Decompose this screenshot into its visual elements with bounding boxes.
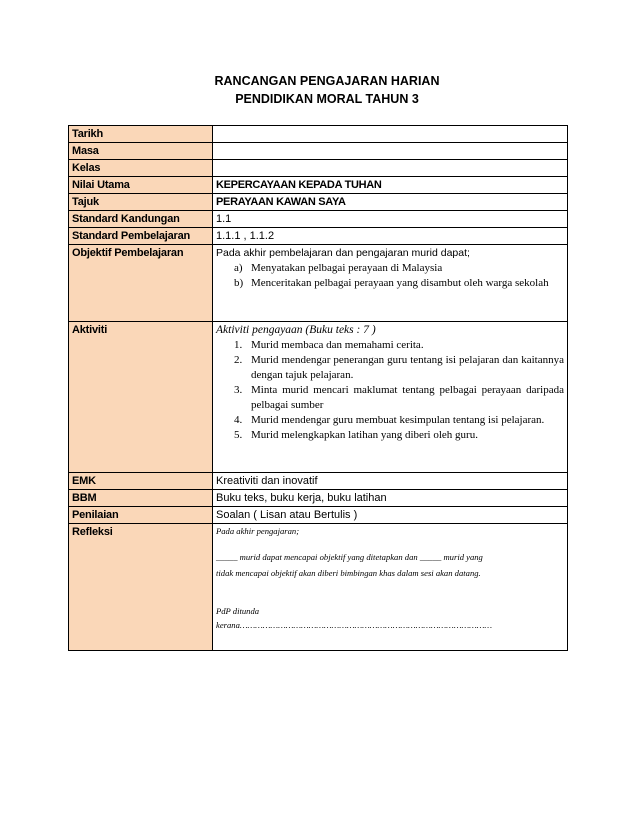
list-item: a) Menyatakan pelbagai perayaan di Malaysia [234, 262, 443, 274]
aktiviti-intro: Aktiviti pengayaan (Buku teks : 7 ) [216, 324, 376, 336]
label-emk: EMK [69, 473, 213, 490]
row-objektif [69, 245, 568, 322]
value-objektif [213, 245, 568, 322]
value-tajuk: PERAYAAN KAWAN SAYA [213, 194, 568, 211]
value-standard-kandungan: 1.1 [213, 211, 568, 228]
label-kelas: Kelas [69, 160, 213, 177]
value-standard-pembelajaran: 1.1.1 , 1.1.2 [213, 228, 568, 245]
label-masa: Masa [69, 143, 213, 160]
label-standard-pembelajaran: Standard Pembelajaran [69, 228, 213, 245]
value-aktiviti [213, 322, 568, 473]
page-title: RANCANGAN PENGAJARAN HARIAN [214, 74, 440, 88]
value-masa[interactable] [213, 143, 568, 160]
label-objektif: Objektif Pembelajaran [69, 245, 213, 322]
value-refleksi[interactable] [213, 524, 568, 651]
row-nilai-utama [69, 177, 568, 194]
refleksi-line: kerana……………………………………………………………………………………… [216, 620, 493, 630]
list-item: b) Menceritakan pelbagai perayaan yang disambut oleh warga sekolah [234, 277, 549, 289]
row-kelas [69, 160, 568, 177]
list-item: 4. Murid mendengar guru membuat kesimpulan tentang isi pelajaran. [234, 414, 545, 426]
refleksi-line: Pada akhir pengajaran; [216, 526, 300, 536]
row-emk [69, 473, 568, 490]
value-kelas[interactable] [213, 160, 568, 177]
value-bbm: Buku teks, buku kerja, buku latihan [213, 490, 568, 507]
row-standard-pembelajaran [69, 228, 568, 245]
refleksi-line: PdP ditunda [216, 606, 260, 616]
label-tajuk: Tajuk [69, 194, 213, 211]
value-nilai-utama: KEPERCAYAAN KEPADA TUHAN [213, 177, 568, 194]
label-nilai-utama: Nilai Utama [69, 177, 213, 194]
row-aktiviti [69, 322, 568, 473]
row-tarikh [69, 126, 568, 143]
aktiviti-list [216, 338, 564, 443]
list-item: 1. Murid membaca dan memahami cerita. [234, 339, 424, 351]
page-subtitle: PENDIDIKAN MORAL TAHUN 3 [235, 92, 419, 106]
objektif-intro: Pada akhir pembelajaran dan pengajaran murid dapat; [216, 247, 470, 259]
label-refleksi: Refleksi [69, 524, 213, 651]
refleksi-line: _____ murid dapat mencapai objektif yang ditetapkan dan _____ murid yang [216, 552, 483, 562]
label-bbm: BBM [69, 490, 213, 507]
row-masa [69, 143, 568, 160]
label-tarikh: Tarikh [69, 126, 213, 143]
refleksi-line: tidak mencapai objektif akan diberi bimbingan khas dalam sesi akan datang. [216, 568, 481, 578]
label-penilaian: Penilaian [69, 507, 213, 524]
list-item: 3. Minta murid mencari maklumat tentang pelbagai perayaan daripada pelbagai sumber [234, 384, 564, 411]
list-item: 2. Murid mendengar penerangan guru tentang isi pelajaran dan kaitannya dengan tajuk pelajaran. [234, 354, 564, 381]
objektif-list [216, 261, 564, 291]
row-bbm [69, 490, 568, 507]
label-aktiviti: Aktiviti [69, 322, 213, 473]
value-emk: Kreativiti dan inovatif [213, 473, 568, 490]
value-tarikh[interactable] [213, 126, 568, 143]
value-penilaian: Soalan ( Lisan atau Bertulis ) [213, 507, 568, 524]
row-tajuk [69, 194, 568, 211]
lesson-plan-table [68, 125, 568, 651]
list-item: 5. Murid melengkapkan latihan yang diberi oleh guru. [234, 429, 478, 441]
row-standard-kandungan [69, 211, 568, 228]
label-standard-kandungan: Standard Kandungan [69, 211, 213, 228]
row-penilaian [69, 507, 568, 524]
row-refleksi [69, 524, 568, 651]
